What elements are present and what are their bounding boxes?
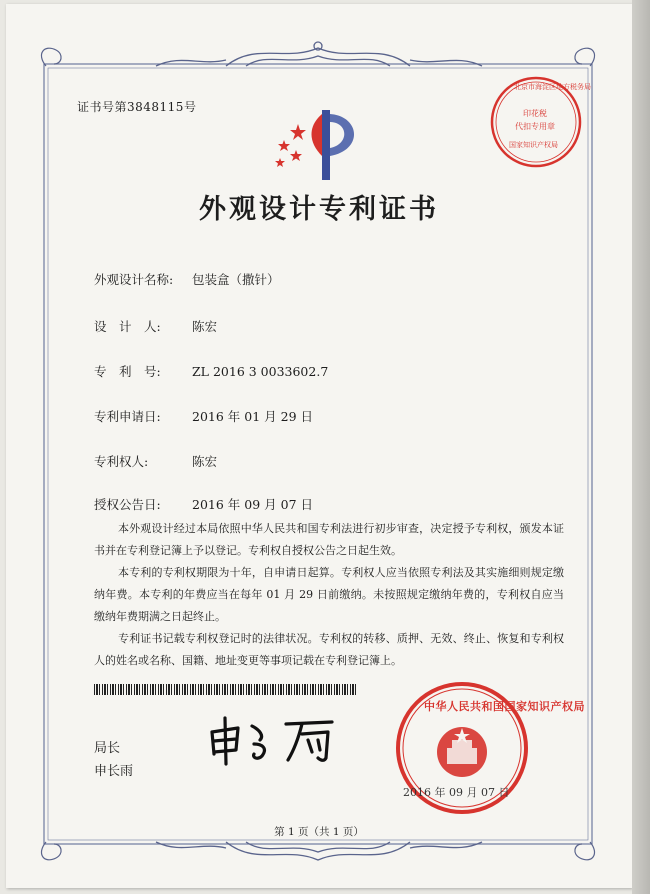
- field-value: 2016 年 09 月 07 日: [192, 497, 313, 512]
- page-footer: 第 1 页（共 1 页）: [274, 826, 364, 838]
- field-value: ZL 2016 3 0033602.7: [192, 364, 329, 379]
- field-value: 包装盒（撒针）: [192, 272, 280, 287]
- field-filing-date: [94, 407, 313, 425]
- tax-stamp-text: 北京市海淀区地方税务局: [514, 83, 591, 91]
- page-edge: [632, 0, 650, 894]
- page-title: 外观设计专利证书: [199, 194, 439, 225]
- certificate-number: 证书号第3848115号: [77, 100, 197, 114]
- field-patentee: [94, 452, 217, 470]
- field-value: 陈宏: [192, 454, 218, 469]
- seal-text: 中华人民共和国国家知识产权局: [424, 700, 585, 713]
- paragraph: 专利证书记载专利权登记时的法律状况。专利权的转移、质押、无效、终止、恢复和专利权人的姓名或名称、国籍、地址变更等事项记载在专利登记簿上。: [94, 632, 564, 667]
- field-design-name: [94, 270, 280, 288]
- seal-date: 2016 年 09 月 07 日: [403, 786, 510, 799]
- paragraph: 本外观设计经过本局依照中华人民共和国专利法进行初步审查，决定授予专利权，颁发本证书并在专利登记簿上予以登记。专利权自授权公告之日起生效。: [94, 522, 564, 557]
- field-label: 专利权人:: [94, 454, 149, 469]
- field-label: 授权公告日:: [94, 497, 161, 512]
- tax-stamp-line-3: 国家知识产权局: [509, 141, 558, 149]
- field-grant-date: [94, 495, 313, 513]
- field-value: 2016 年 01 月 29 日: [192, 409, 313, 424]
- barcode: [94, 684, 356, 695]
- field-label: 设 计 人:: [94, 319, 161, 334]
- signatory-name: 申长雨: [94, 764, 134, 779]
- certificate-sheet: [6, 4, 632, 888]
- field-label: 专 利 号:: [94, 364, 161, 379]
- patent-office-logo: [268, 106, 368, 186]
- tax-stamp-line-1: 印花税: [523, 109, 547, 118]
- paragraph: 本专利的专利权期限为十年，自申请日起算。专利权人应当依照专利法及其实施细则规定缴纳年费。本专利的年费应当在每年 01 月 29 日前缴纳。未按照规定缴纳年费的，专利权自应当缴纳年费期满之日起终止。: [94, 566, 564, 623]
- field-designer: [94, 317, 217, 335]
- field-label: 外观设计名称:: [94, 272, 174, 287]
- field-label: 专利申请日:: [94, 409, 161, 424]
- signatory-role: 局长: [94, 741, 121, 756]
- field-value: 陈宏: [192, 319, 218, 334]
- body-text: [94, 518, 564, 672]
- tax-stamp-line-2: 代扣专用章: [515, 122, 555, 131]
- handwritten-signature: [202, 710, 352, 766]
- field-patent-number: [94, 362, 328, 380]
